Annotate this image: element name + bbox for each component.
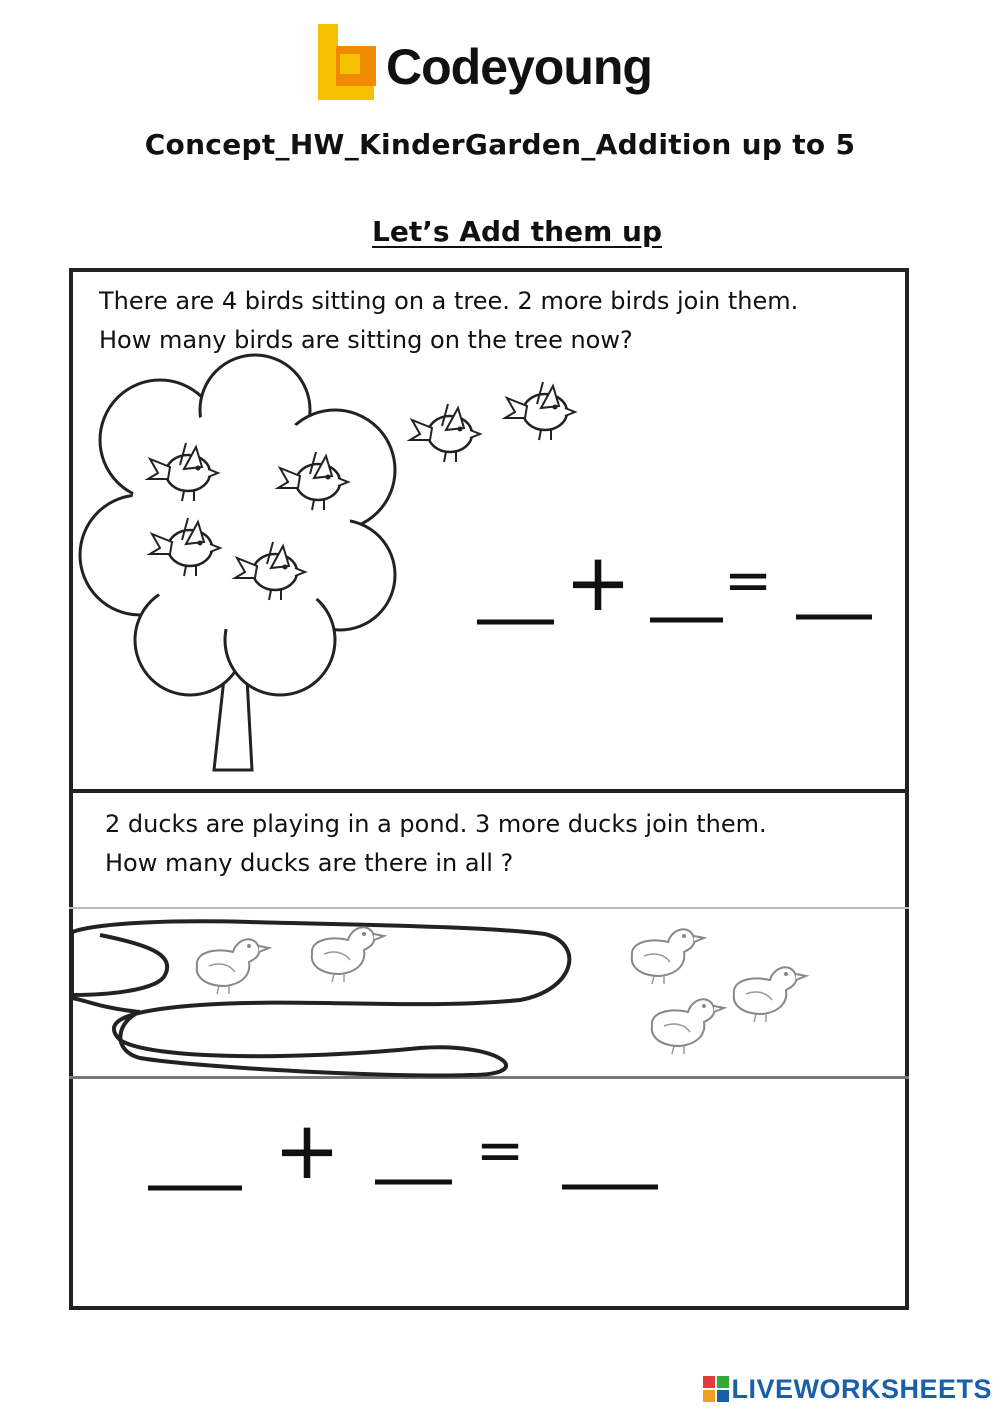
question-2-line-2: How many ducks are there in all ?	[105, 849, 514, 877]
question-1-line-1: There are 4 birds sitting on a tree. 2 more birds join them.	[99, 287, 799, 315]
brand-name: Codeyoung	[386, 39, 652, 95]
question-2-line-1: 2 ducks are playing in a pond. 3 more ducks join them.	[105, 810, 767, 838]
liveworksheets-logo-icon	[703, 1376, 729, 1402]
equals-sign: =	[475, 1116, 525, 1184]
plus-sign: +	[564, 536, 632, 629]
watermark-text: LIVEWORKSHEETS	[731, 1374, 992, 1404]
question-1-line-2: How many birds are sitting on the tree now?	[99, 326, 633, 354]
equals-sign: =	[723, 546, 773, 614]
plus-sign: +	[273, 1104, 341, 1197]
liveworksheets-watermark	[703, 1376, 992, 1403]
section-heading: Let’s Add them up	[372, 215, 662, 248]
document-title: Concept_HW_KinderGarden_Addition up to 5	[144, 128, 856, 161]
